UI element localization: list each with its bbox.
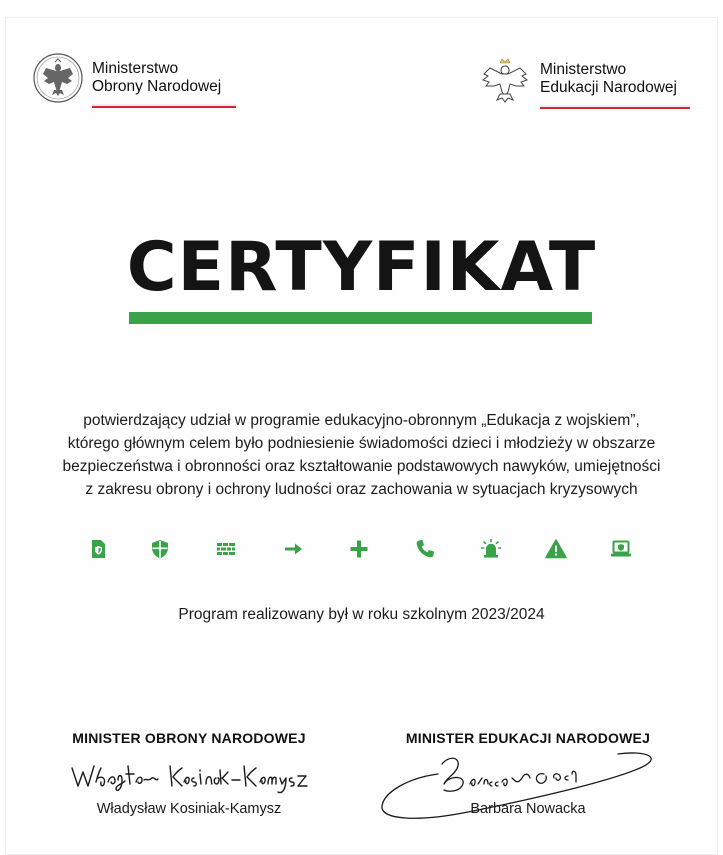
body-line-2: którego głównym celem było podniesienie świadomości dzieci i młodzieży w obszarze — [67, 435, 656, 452]
arrow-right-icon — [282, 538, 304, 560]
warning-icon — [545, 538, 567, 560]
men-flag-underline — [540, 105, 690, 109]
body-line-1: potwierdzający udział w programie edukacyjno-obronnym „Edukacja z wojskiem”, — [83, 412, 640, 429]
title-green-bar — [129, 312, 592, 324]
mon-logo-line2: Obrony Narodowej — [92, 78, 222, 95]
mon-logo — [32, 52, 221, 104]
document-shield-icon — [87, 538, 109, 560]
men-logo-line1: Ministerstwo — [540, 61, 627, 78]
signature-left — [70, 760, 310, 796]
phone-icon — [414, 538, 436, 560]
topic-icons-row — [0, 538, 723, 562]
men-logo-line2: Edukacji Narodowej — [540, 79, 677, 96]
plus-icon — [348, 538, 370, 560]
signatory-right-name: Barbara Nowacka — [470, 801, 586, 817]
program-year-text: Program realizowany był w roku szkolnym 2023/2024 — [178, 606, 545, 623]
men-logo — [478, 52, 677, 106]
mon-eagle-emblem-icon — [32, 52, 84, 104]
certificate-title: CERTYFIKAT — [126, 228, 597, 307]
certificate-body — [20, 409, 703, 501]
signatory-right — [378, 730, 678, 746]
mon-logo-line1: Ministerstwo — [92, 60, 179, 77]
body-line-4: z zakresu obrony i ochrony ludności oraz zachowania w sytuacjach kryzysowych — [85, 481, 638, 498]
signatory-right-role: MINISTER EDUKACJI NARODOWEJ — [405, 730, 651, 746]
shield-icon — [149, 538, 171, 560]
signatory-left-role: MINISTER OBRONY NARODOWEJ — [72, 730, 306, 746]
signatory-left — [44, 730, 334, 746]
grid-icon — [215, 538, 237, 560]
body-line-3: bezpieczeństwa i obronności oraz kształtowanie podstawowych nawyków, umiejętności — [62, 458, 661, 475]
mon-flag-underline — [92, 104, 236, 108]
signatory-left-name: Władysław Kosiniak-Kamysz — [96, 801, 282, 817]
alarm-icon — [480, 538, 502, 560]
men-eagle-emblem-icon — [478, 52, 532, 106]
laptop-shield-icon — [610, 538, 632, 560]
